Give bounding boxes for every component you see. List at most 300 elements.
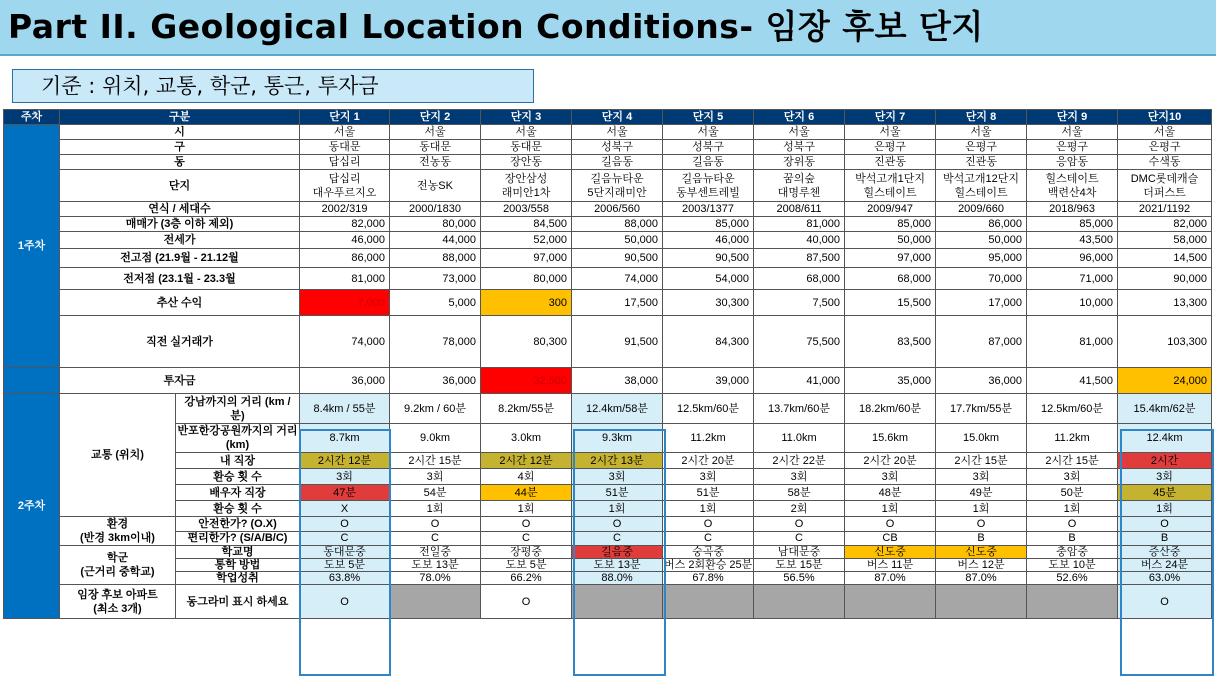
row-dong xyxy=(4,155,1212,170)
traffic-cell: 2시간 15분 xyxy=(1027,453,1118,469)
jeonse-cell: 46,000 xyxy=(300,232,390,249)
traffic-cell: 3.0km xyxy=(481,424,572,453)
row-label-year: 연식 / 세대수 xyxy=(60,202,300,217)
high-cell: 14,500 xyxy=(1118,249,1212,268)
dong-cell: 전농동 xyxy=(390,155,481,170)
traffic-cell: 1회 xyxy=(390,501,481,517)
traffic-label-transfer2: 환승 횟 수 xyxy=(176,501,300,517)
recent-cell: 91,500 xyxy=(572,316,663,368)
sale-cell: 86,000 xyxy=(936,217,1027,232)
complex-name-line1: 장안삼성 xyxy=(504,172,548,185)
jeonse-cell: 40,000 xyxy=(754,232,845,249)
traffic-cell: 51분 xyxy=(663,485,754,501)
traffic-cell: 3회 xyxy=(936,469,1027,485)
traffic-cell: 2시간 12분 xyxy=(481,453,572,469)
invest-cell: 24,000 xyxy=(1118,368,1212,394)
school-cell: 동대문중 xyxy=(300,546,390,559)
dong-cell: 수색동 xyxy=(1118,155,1212,170)
traffic-group-label: 교통 (위치) xyxy=(60,394,176,517)
final-mark-cell[interactable] xyxy=(572,585,663,619)
env-cell: C xyxy=(572,531,663,546)
school-cell: 도보 13분 xyxy=(390,559,481,572)
complex-name-line1: DMC롯데캐슬 xyxy=(1130,172,1199,185)
row-year xyxy=(4,202,1212,217)
low-cell: 80,000 xyxy=(481,268,572,290)
year-cell: 2000/1830 xyxy=(390,202,481,217)
traffic-cell: 58분 xyxy=(754,485,845,501)
criteria-box: 기준 : 위치, 교통, 학군, 통근, 투자금 xyxy=(12,69,534,103)
school-cell: 버스 24분 xyxy=(1118,559,1212,572)
high-cell: 97,000 xyxy=(845,249,936,268)
gain-cell: 30,300 xyxy=(663,290,754,316)
complex-name-cell xyxy=(390,170,481,202)
traffic-cell: 50분 xyxy=(1027,485,1118,501)
complex-name-cell xyxy=(1027,170,1118,202)
final-group-label xyxy=(60,585,176,619)
complex-header: 단지 4 xyxy=(572,110,663,125)
env-label-convenient: 편리한가? (S/A/B/C) xyxy=(176,531,300,546)
traffic-cell: 1회 xyxy=(481,501,572,517)
env-cell: O xyxy=(754,517,845,532)
row-env-convenient xyxy=(4,531,1212,546)
env-cell: O xyxy=(300,517,390,532)
year-cell: 2021/1192 xyxy=(1118,202,1212,217)
row-school-achievement xyxy=(4,572,1212,585)
school-cell: 전일중 xyxy=(390,546,481,559)
school-cell: 남대문중 xyxy=(754,546,845,559)
traffic-cell: 13.7km/60분 xyxy=(754,394,845,424)
low-cell: 90,000 xyxy=(1118,268,1212,290)
high-cell: 88,000 xyxy=(390,249,481,268)
invest-cell: 41,000 xyxy=(754,368,845,394)
traffic-label-gangnam: 강남까지의 거리 (km / 분) xyxy=(176,394,300,424)
year-cell: 2018/963 xyxy=(1027,202,1118,217)
env-label-safe: 안전한가? (O.X) xyxy=(176,517,300,532)
school-cell: 길음중 xyxy=(572,546,663,559)
traffic-cell: 2시간 13분 xyxy=(572,453,663,469)
traffic-cell: 3회 xyxy=(572,469,663,485)
traffic-cell: 2시간 20분 xyxy=(663,453,754,469)
sale-cell: 88,000 xyxy=(572,217,663,232)
dong-cell: 진관동 xyxy=(845,155,936,170)
jeonse-cell: 50,000 xyxy=(936,232,1027,249)
traffic-label-transfer1: 환승 횟 수 xyxy=(176,469,300,485)
school-cell: 장평중 xyxy=(481,546,572,559)
complex-name-line2: 더퍼스트 xyxy=(1143,186,1186,199)
traffic-cell: 4회 xyxy=(481,469,572,485)
school-cell: 증산중 xyxy=(1118,546,1212,559)
complex-name-line2: 대우푸르지오 xyxy=(312,186,377,199)
final-mark-cell[interactable]: O xyxy=(1118,585,1212,619)
gain-cell: 5,000 xyxy=(390,290,481,316)
row-school-name xyxy=(4,546,1212,559)
sale-cell: 85,000 xyxy=(663,217,754,232)
traffic-cell: 3회 xyxy=(390,469,481,485)
gain-cell: 17,500 xyxy=(572,290,663,316)
category-header: 구분 xyxy=(60,110,300,125)
school-cell: 버스 12분 xyxy=(936,559,1027,572)
env-group-line1: 환경 xyxy=(106,518,129,530)
school-cell: 도보 5분 xyxy=(481,559,572,572)
complex-header: 단지 6 xyxy=(754,110,845,125)
traffic-cell: 1회 xyxy=(936,501,1027,517)
school-cell: 63.0% xyxy=(1118,572,1212,585)
gu-cell: 동대문 xyxy=(300,140,390,155)
row-traffic-spouse xyxy=(4,485,1212,501)
complex-name-line1: 길음뉴타운 xyxy=(681,172,735,185)
row-traffic-transfer1 xyxy=(4,469,1212,485)
traffic-cell: 1회 xyxy=(663,501,754,517)
complex-name-line1: 박석고개12단지 xyxy=(943,172,1020,185)
row-traffic-transfer2 xyxy=(4,501,1212,517)
gu-cell: 성북구 xyxy=(663,140,754,155)
school-cell: 87.0% xyxy=(845,572,936,585)
low-cell: 54,000 xyxy=(663,268,754,290)
row-gu xyxy=(4,140,1212,155)
gain-cell: 15,500 xyxy=(845,290,936,316)
env-group-label xyxy=(60,517,176,546)
page-title: Part II. Geological Location Conditions- 임장 후보 단지 xyxy=(8,7,984,46)
env-cell: C xyxy=(663,531,754,546)
low-cell: 68,000 xyxy=(845,268,936,290)
recent-cell: 81,000 xyxy=(1027,316,1118,368)
year-cell: 2009/660 xyxy=(936,202,1027,217)
row-label-high: 전고점 (21.9월 - 21.12월 xyxy=(60,249,300,268)
traffic-cell: 3회 xyxy=(1118,469,1212,485)
jeonse-cell: 50,000 xyxy=(845,232,936,249)
row-sale xyxy=(4,217,1212,232)
complex-name-cell xyxy=(845,170,936,202)
row-label-sale: 매매가 (3층 이하 제외) xyxy=(60,217,300,232)
recent-cell: 87,000 xyxy=(936,316,1027,368)
high-cell: 96,000 xyxy=(1027,249,1118,268)
dong-cell: 장안동 xyxy=(481,155,572,170)
year-cell: 2003/558 xyxy=(481,202,572,217)
traffic-cell: 49분 xyxy=(936,485,1027,501)
env-cell: B xyxy=(936,531,1027,546)
school-cell: 버스 11분 xyxy=(845,559,936,572)
gu-cell: 은평구 xyxy=(1027,140,1118,155)
final-group-line2: (최소 3개) xyxy=(93,602,142,615)
traffic-cell: 2시간 15분 xyxy=(390,453,481,469)
school-cell: 88.0% xyxy=(572,572,663,585)
traffic-cell: 9.2km / 60분 xyxy=(390,394,481,424)
complex-name-line1: 전농SK xyxy=(417,179,453,192)
complex-name-cell xyxy=(1118,170,1212,202)
school-cell: 도보 15분 xyxy=(754,559,845,572)
traffic-cell: 8.4km / 55분 xyxy=(300,394,390,424)
complex-name-line2: 래미안1차 xyxy=(501,186,551,199)
week-1-label: 1주차 xyxy=(4,125,60,368)
dong-cell: 답십리 xyxy=(300,155,390,170)
sale-cell: 80,000 xyxy=(390,217,481,232)
traffic-label-spouse: 배우자 직장 xyxy=(176,485,300,501)
city-cell: 서울 xyxy=(936,125,1027,140)
traffic-cell: 1회 xyxy=(1027,501,1118,517)
gu-cell: 동대문 xyxy=(481,140,572,155)
city-cell: 서울 xyxy=(572,125,663,140)
env-cell: O xyxy=(1027,517,1118,532)
dong-cell: 진관동 xyxy=(936,155,1027,170)
traffic-cell: 8.7km xyxy=(300,424,390,453)
candidate-table xyxy=(3,109,1212,619)
school-cell: 도보 5분 xyxy=(300,559,390,572)
year-cell: 2006/560 xyxy=(572,202,663,217)
complex-name-line2: 힐스테이트 xyxy=(954,186,1008,199)
school-cell: 56.5% xyxy=(754,572,845,585)
high-cell: 95,000 xyxy=(936,249,1027,268)
jeonse-cell: 43,500 xyxy=(1027,232,1118,249)
invest-cell: 38,000 xyxy=(572,368,663,394)
high-cell: 90,500 xyxy=(572,249,663,268)
traffic-cell: 2시간 22분 xyxy=(754,453,845,469)
row-label-dong: 동 xyxy=(60,155,300,170)
sale-cell: 85,000 xyxy=(845,217,936,232)
invest-cell: 39,000 xyxy=(663,368,754,394)
complex-header: 단지 8 xyxy=(936,110,1027,125)
env-cell: O xyxy=(663,517,754,532)
env-cell: C xyxy=(481,531,572,546)
traffic-cell: 45분 xyxy=(1118,485,1212,501)
year-cell: 2008/611 xyxy=(754,202,845,217)
school-cell: 78.0% xyxy=(390,572,481,585)
school-cell: 87.0% xyxy=(936,572,1027,585)
city-cell: 서울 xyxy=(300,125,390,140)
traffic-label-mywork: 내 직장 xyxy=(176,453,300,469)
low-cell: 81,000 xyxy=(300,268,390,290)
complex-name-cell xyxy=(754,170,845,202)
traffic-cell: 2시간 20분 xyxy=(845,453,936,469)
complex-name-line1: 힐스테이트 xyxy=(1045,172,1099,185)
complex-name-cell xyxy=(572,170,663,202)
traffic-cell: 48분 xyxy=(845,485,936,501)
traffic-cell: 15.4km/62분 xyxy=(1118,394,1212,424)
row-high xyxy=(4,249,1212,268)
high-cell: 87,500 xyxy=(754,249,845,268)
row-low xyxy=(4,268,1212,290)
row-jeonse xyxy=(4,232,1212,249)
complex-name-cell xyxy=(663,170,754,202)
complex-name-cell xyxy=(481,170,572,202)
sale-cell: 82,000 xyxy=(1118,217,1212,232)
dong-cell: 길음동 xyxy=(663,155,754,170)
complex-header: 단지 7 xyxy=(845,110,936,125)
school-cell: 충암중 xyxy=(1027,546,1118,559)
traffic-cell: 18.2km/60분 xyxy=(845,394,936,424)
low-cell: 71,000 xyxy=(1027,268,1118,290)
sale-cell: 82,000 xyxy=(300,217,390,232)
jeonse-cell: 44,000 xyxy=(390,232,481,249)
traffic-cell: 51분 xyxy=(572,485,663,501)
traffic-cell: 3회 xyxy=(845,469,936,485)
complex-name-line2: 힐스테이트 xyxy=(863,186,917,199)
row-traffic-gangnam xyxy=(4,394,1212,424)
gu-cell: 동대문 xyxy=(390,140,481,155)
complex-name-line2: 백련산4차 xyxy=(1047,186,1097,199)
env-cell: O xyxy=(572,517,663,532)
school-label-achievement: 학업성취 xyxy=(176,572,300,585)
row-label-low: 전저점 (23.1월 - 23.3월 xyxy=(60,268,300,290)
school-label-name: 학교명 xyxy=(176,546,300,559)
low-cell: 70,000 xyxy=(936,268,1027,290)
city-cell: 서울 xyxy=(1027,125,1118,140)
row-invest xyxy=(4,368,1212,394)
gu-cell: 성북구 xyxy=(754,140,845,155)
year-cell: 2002/319 xyxy=(300,202,390,217)
invest-cell: 36,000 xyxy=(936,368,1027,394)
traffic-cell: 1회 xyxy=(845,501,936,517)
row-label-name: 단지 xyxy=(60,170,300,202)
complex-header: 단지 1 xyxy=(300,110,390,125)
school-cell: 67.8% xyxy=(663,572,754,585)
complex-header: 단지 5 xyxy=(663,110,754,125)
row-recent xyxy=(4,316,1212,368)
traffic-cell: 54분 xyxy=(390,485,481,501)
gu-cell: 은평구 xyxy=(1118,140,1212,155)
traffic-cell: 2시간 xyxy=(1118,453,1212,469)
final-group-line1: 임장 후보 아파트 xyxy=(77,588,158,601)
final-mark-cell[interactable] xyxy=(754,585,845,619)
complex-header: 단지 3 xyxy=(481,110,572,125)
invest-cell: 36,000 xyxy=(300,368,390,394)
final-mark-cell[interactable]: O xyxy=(481,585,572,619)
complex-name-line2: 5단지래미안 xyxy=(587,186,647,199)
traffic-cell: 44분 xyxy=(481,485,572,501)
week-header: 주차 xyxy=(4,110,60,125)
city-cell: 서울 xyxy=(390,125,481,140)
row-label-invest: 투자금 xyxy=(60,368,300,394)
traffic-cell: 17.7km/55분 xyxy=(936,394,1027,424)
final-mark-cell[interactable] xyxy=(390,585,481,619)
traffic-cell: 15.6km xyxy=(845,424,936,453)
traffic-cell: 9.3km xyxy=(572,424,663,453)
env-cell: B xyxy=(1118,531,1212,546)
jeonse-cell: 52,000 xyxy=(481,232,572,249)
school-cell: 버스 2회환승 25분 xyxy=(664,559,753,571)
row-env-safe xyxy=(4,517,1212,532)
env-cell: O xyxy=(936,517,1027,532)
school-cell: 숭곡중 xyxy=(663,546,754,559)
env-cell: O xyxy=(481,517,572,532)
low-cell: 73,000 xyxy=(390,268,481,290)
low-cell: 68,000 xyxy=(754,268,845,290)
final-mark-cell[interactable] xyxy=(663,585,754,619)
traffic-cell: 11.2km xyxy=(1027,424,1118,453)
city-cell: 서울 xyxy=(481,125,572,140)
env-group-line2: (반경 3km이내) xyxy=(80,532,155,544)
dong-cell: 길음동 xyxy=(572,155,663,170)
school-cell: 52.6% xyxy=(1027,572,1118,585)
row-label-jeonse: 전세가 xyxy=(60,232,300,249)
traffic-cell: 11.0km xyxy=(754,424,845,453)
invest-cell: 35,000 xyxy=(845,368,936,394)
school-label-commute: 통학 방법 xyxy=(176,559,300,572)
traffic-cell: 1회 xyxy=(572,501,663,517)
traffic-cell: 1회 xyxy=(1118,501,1212,517)
env-cell: O xyxy=(1118,517,1212,532)
complex-name-cell xyxy=(300,170,390,202)
traffic-cell: 3회 xyxy=(1027,469,1118,485)
traffic-label-hangang: 반포한강공원까지의 거리 (km) xyxy=(176,424,300,453)
final-label: 동그라미 표시 하세요 xyxy=(176,585,300,619)
traffic-cell: 11.2km xyxy=(663,424,754,453)
gain-cell: 17,000 xyxy=(936,290,1027,316)
recent-cell: 74,000 xyxy=(300,316,390,368)
school-group-line2: (근거리 중학교) xyxy=(80,566,155,578)
traffic-cell: 2시간 12분 xyxy=(300,453,390,469)
traffic-cell: 2회 xyxy=(754,501,845,517)
week-spacer xyxy=(4,368,60,394)
final-mark-cell[interactable] xyxy=(936,585,1027,619)
jeonse-cell: 50,000 xyxy=(572,232,663,249)
school-cell: 신도중 xyxy=(936,546,1027,559)
invest-cell: 32,500 xyxy=(481,368,572,394)
complex-header: 단지 9 xyxy=(1027,110,1118,125)
school-group-line1: 학군 xyxy=(106,552,129,564)
school-cell: 신도중 xyxy=(845,546,936,559)
row-label-city: 시 xyxy=(60,125,300,140)
traffic-cell: 3회 xyxy=(754,469,845,485)
traffic-cell: X xyxy=(300,501,390,517)
year-cell: 2003/1377 xyxy=(663,202,754,217)
row-school-commute xyxy=(4,559,1212,572)
complex-name-line2: 대명루첸 xyxy=(777,186,821,199)
recent-cell: 75,500 xyxy=(754,316,845,368)
gain-cell: 7,500 xyxy=(754,290,845,316)
complex-name-cell xyxy=(936,170,1027,202)
low-cell: 74,000 xyxy=(572,268,663,290)
complex-name-line2: 동부센트레빌 xyxy=(676,186,740,199)
recent-cell: 84,300 xyxy=(663,316,754,368)
traffic-cell: 12.4km/58분 xyxy=(572,394,663,424)
traffic-cell: 8.2km/55분 xyxy=(481,394,572,424)
env-cell: C xyxy=(390,531,481,546)
row-city xyxy=(4,125,1212,140)
dong-cell: 응암동 xyxy=(1027,155,1118,170)
final-mark-cell[interactable] xyxy=(845,585,936,619)
env-cell: O xyxy=(845,517,936,532)
env-cell: B xyxy=(1027,531,1118,546)
final-mark-cell[interactable]: O xyxy=(300,585,390,619)
traffic-cell: 9.0km xyxy=(390,424,481,453)
traffic-cell: 47분 xyxy=(300,485,390,501)
traffic-cell: 15.0km xyxy=(936,424,1027,453)
recent-cell: 83,500 xyxy=(845,316,936,368)
final-mark-cell[interactable] xyxy=(1027,585,1118,619)
city-cell: 서울 xyxy=(1118,125,1212,140)
jeonse-cell: 58,000 xyxy=(1118,232,1212,249)
jeonse-cell: 46,000 xyxy=(663,232,754,249)
sale-cell: 84,500 xyxy=(481,217,572,232)
row-label-gain: 추산 수익 xyxy=(60,290,300,316)
traffic-cell: 12.5km/60분 xyxy=(663,394,754,424)
title-banner xyxy=(0,0,1216,56)
row-label-recent: 직전 실거래가 xyxy=(60,316,300,368)
gu-cell: 성북구 xyxy=(572,140,663,155)
complex-name-line1: 답십리 xyxy=(328,172,361,185)
gu-cell: 은평구 xyxy=(936,140,1027,155)
gu-cell: 은평구 xyxy=(845,140,936,155)
invest-cell: 41,500 xyxy=(1027,368,1118,394)
gain-cell: 300 xyxy=(481,290,572,316)
school-cell: 도보 13분 xyxy=(572,559,663,572)
traffic-cell: 12.5km/60분 xyxy=(1027,394,1118,424)
gain-cell: 7,000 xyxy=(300,290,390,316)
week-2-label: 2주차 xyxy=(4,394,60,619)
env-cell: CB xyxy=(845,531,936,546)
high-cell: 90,500 xyxy=(663,249,754,268)
school-cell: 66.2% xyxy=(481,572,572,585)
